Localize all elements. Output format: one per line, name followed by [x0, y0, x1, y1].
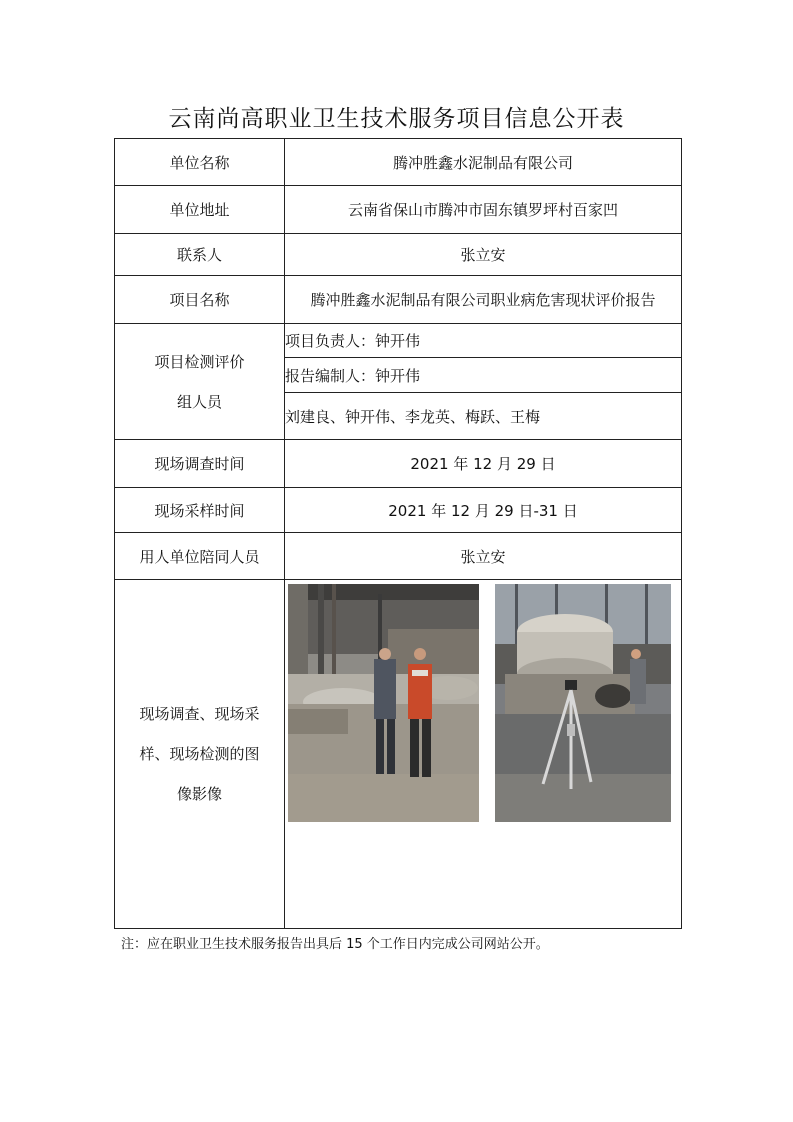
project-name-label: 项目名称 [115, 276, 285, 324]
survey-time-label: 现场调查时间 [115, 440, 285, 488]
row-unit-address [115, 186, 682, 234]
row-unit-name [115, 139, 682, 186]
row-project-name [115, 276, 682, 324]
team-leader-value: 项目负责人：钟开伟 [285, 324, 682, 358]
row-team-leader [115, 324, 682, 358]
unit-address-label: 单位地址 [115, 186, 285, 234]
unit-name-label: 单位名称 [115, 139, 285, 186]
site-survey-photo-image [288, 584, 479, 822]
team-label [115, 324, 285, 440]
contact-label: 联系人 [115, 234, 285, 276]
photos-label-line3: 像影像 [176, 785, 222, 803]
site-sampling-photo [495, 584, 671, 822]
info-table [114, 138, 682, 929]
row-survey-time [115, 440, 682, 488]
team-label-line2: 组人员 [176, 392, 222, 411]
row-accompany [115, 533, 682, 580]
unit-address-value: 云南省保山市腾冲市固东镇罗坪村百家凹 [285, 186, 682, 234]
photos-label-line1: 现场调查、现场采 [139, 705, 260, 723]
page-title: 云南尚高职业卫生技术服务项目信息公开表 [168, 106, 625, 132]
row-contact [115, 234, 682, 276]
team-members-value: 刘建良、钟开伟、李龙英、梅跃、王梅 [285, 393, 682, 440]
site-sampling-photo-image [495, 584, 671, 822]
photos-label [115, 580, 285, 929]
photos-cell [285, 580, 682, 929]
team-writer-value: 报告编制人：钟开伟 [285, 358, 682, 393]
team-label-line1: 项目检测评价 [154, 352, 245, 371]
survey-time-value: 2021 年 12 月 29 日 [285, 440, 682, 488]
footnote: 注：应在职业卫生技术服务报告出具后 15 个工作日内完成公司网站公开。 [121, 937, 549, 952]
sampling-time-value: 2021 年 12 月 29 日-31 日 [285, 488, 682, 533]
unit-name-value: 腾冲胜鑫水泥制品有限公司 [285, 139, 682, 186]
accompany-label: 用人单位陪同人员 [115, 533, 285, 580]
accompany-value: 张立安 [285, 533, 682, 580]
project-name-value: 腾冲胜鑫水泥制品有限公司职业病危害现状评价报告 [285, 276, 682, 324]
contact-value: 张立安 [285, 234, 682, 276]
row-photos [115, 580, 682, 929]
sampling-time-label: 现场采样时间 [115, 488, 285, 533]
site-survey-photo [288, 584, 479, 822]
photos-label-line2: 样、现场检测的图 [139, 745, 260, 763]
row-sampling-time [115, 488, 682, 533]
